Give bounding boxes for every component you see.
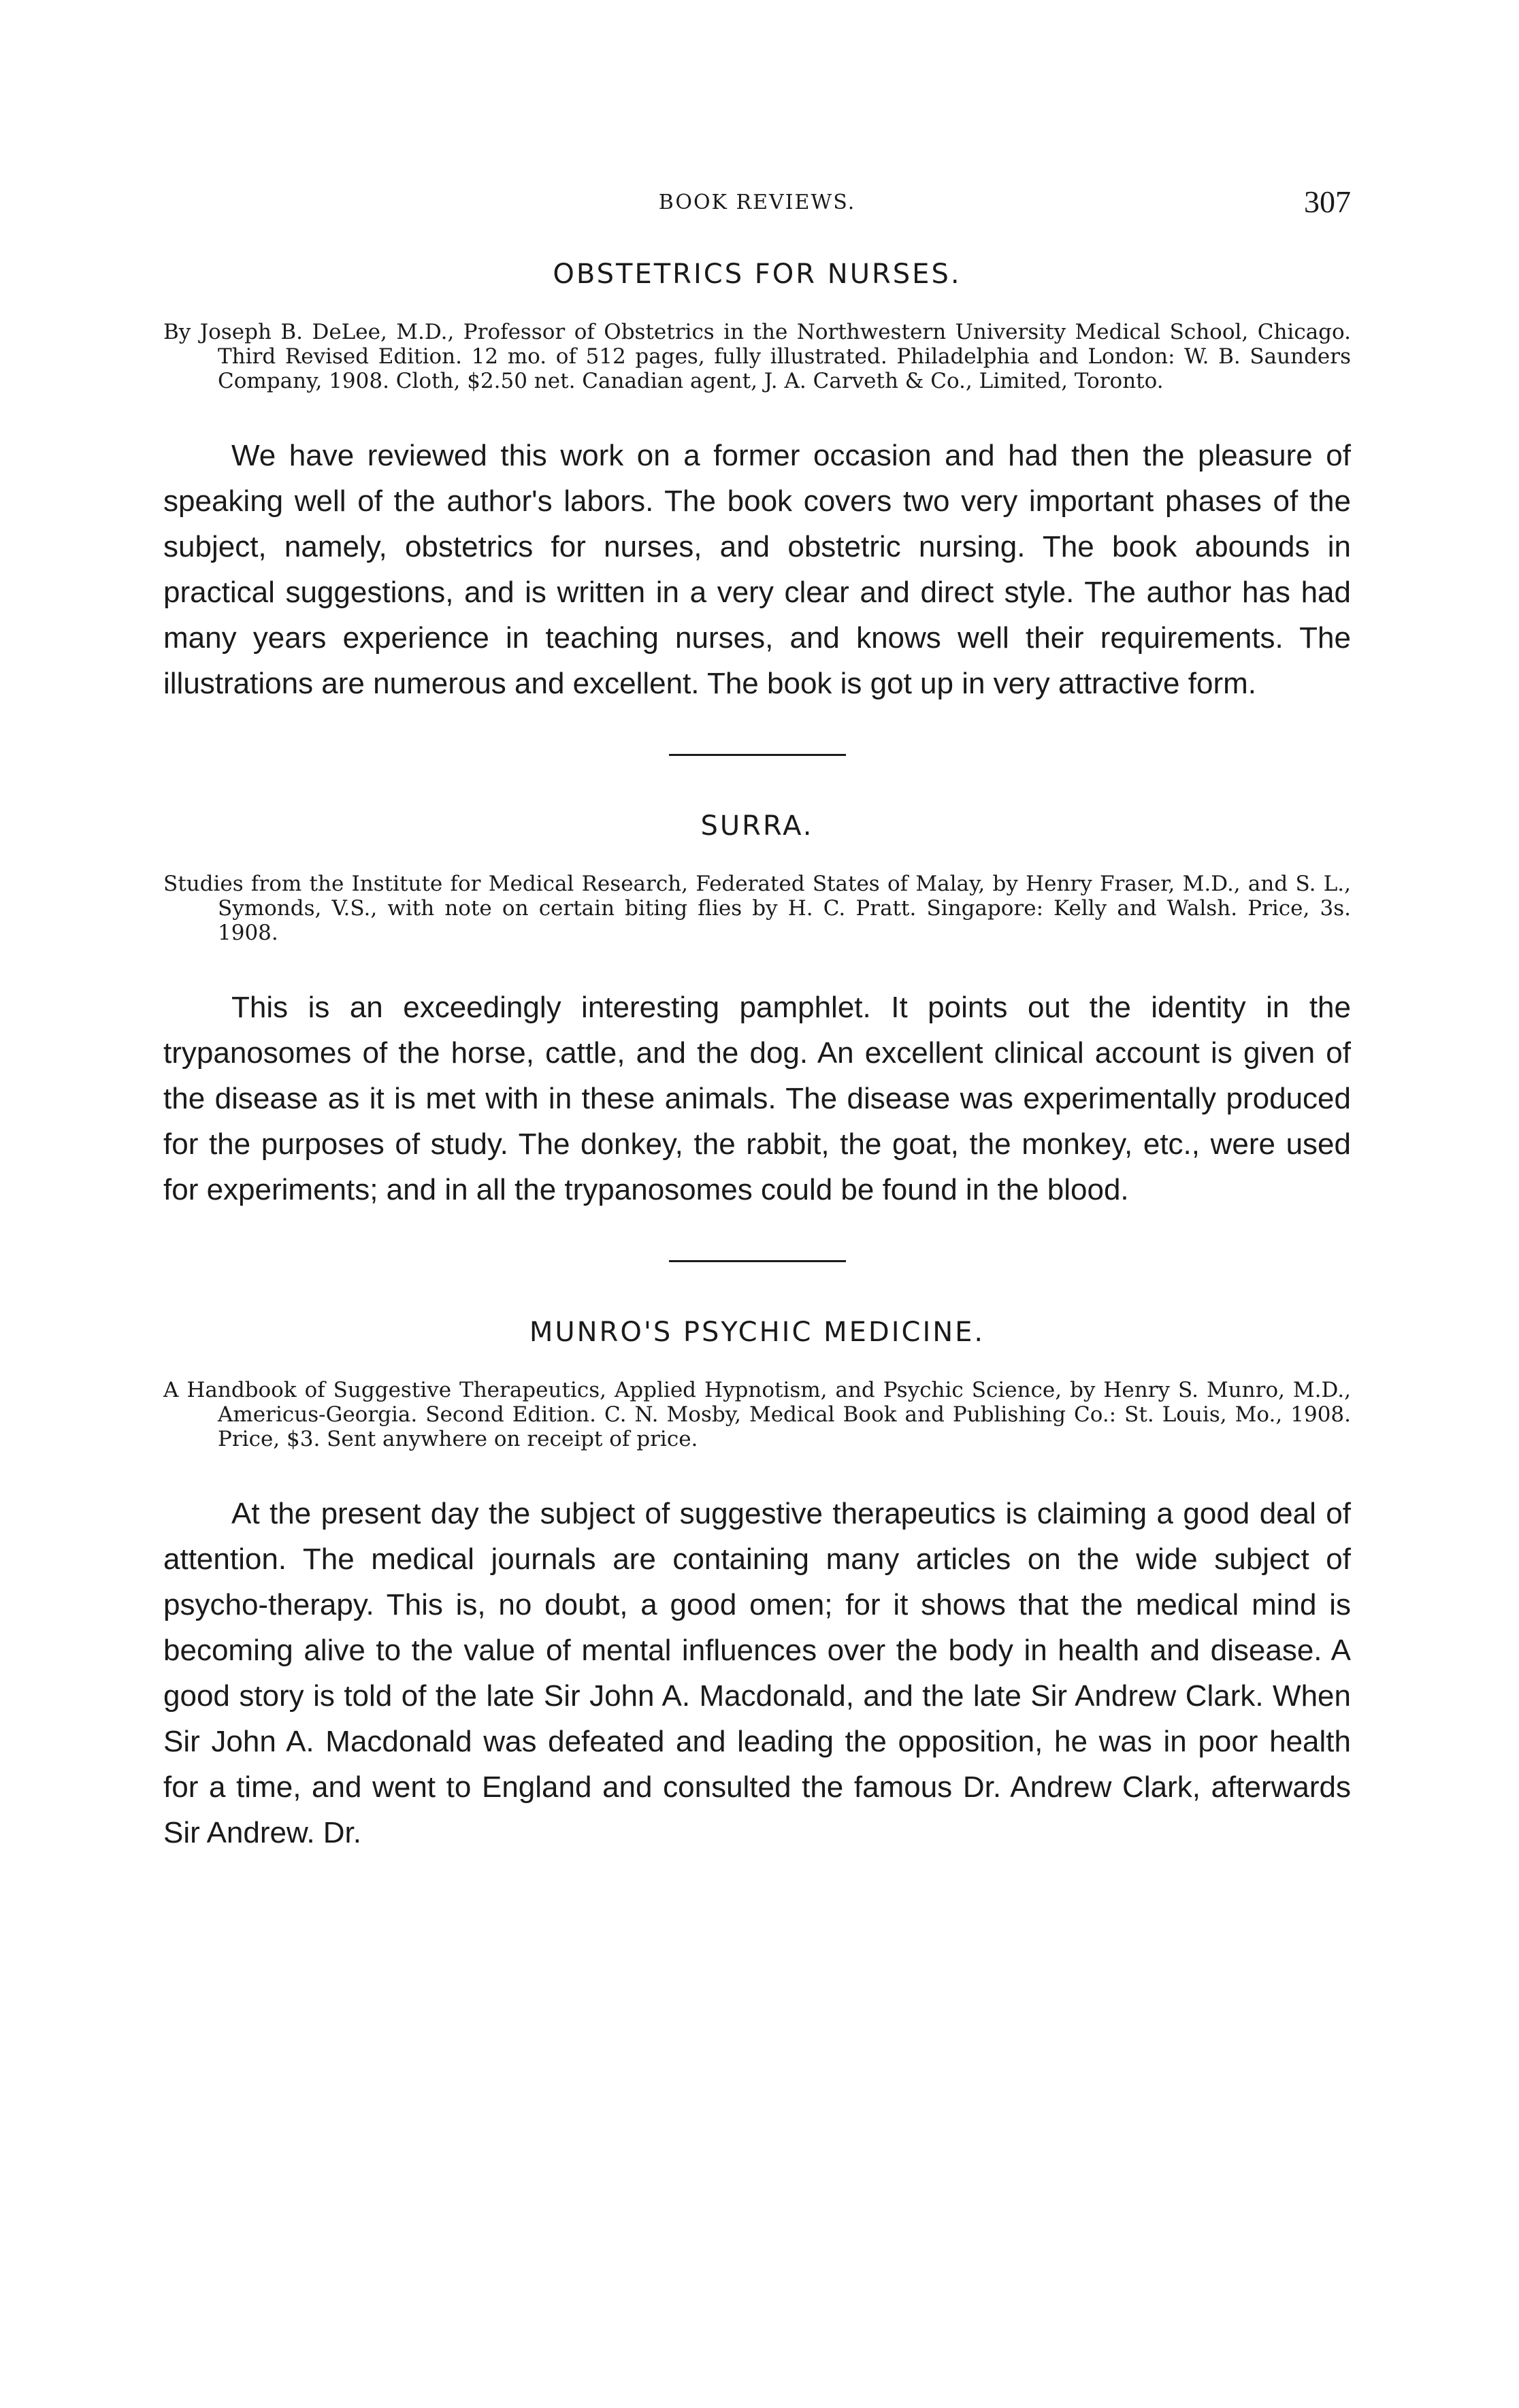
review-body: We have reviewed this work on a former occasion and had then the pleasure of speaking well of the author's labors. The book covers two very important phases of the subject, namely, obstetrics for nurses, and obstetric nursing. The book abounds in practical suggestions, and is written in a very clear and direct style. The author has had many years experience in teaching nurses, and knows well their requirements. The illustrations are numerous and excellent. The book is got up in very attractive form.	[163, 439, 1351, 700]
review-citation: By Joseph B. DeLee, M.D., Professor of Obstetrics in the Northwestern University Medical School, Chicago. Third Revised Edition. 12 mo. of 512 pages, fully illustrated. Philadelphia and London: W. B. Saunders Company, 1908. Cloth, $2.50 net. Canadian agent, J. A. Carveth & Co., Limited, Toronto.	[163, 320, 1351, 393]
review-title: SURRA.	[700, 810, 814, 842]
running-header	[163, 184, 1351, 231]
review-surra	[163, 810, 1351, 1213]
review-citation: Studies from the Institute for Medical Research, Federated States of Malay, by Henry Fraser, M.D., and S. L., Symonds, V.S., with note on certain biting flies by H. C. Pratt. Singapore: Kelly and Walsh. Price, 3s. 1908.	[163, 872, 1351, 945]
review-title: OBSTETRICS FOR NURSES.	[553, 259, 962, 290]
review-obstetrics-for-nurses	[163, 259, 1351, 706]
review-body: At the present day the subject of suggestive therapeutics is claiming a good deal of attention. The medical journals are containing many articles on the wide subject of psycho-therapy. This is, no doubt, a good omen; for it shows that the medical mind is becoming alive to the value of mental influences over the body in health and disease. A good story is told of the late Sir John A. Macdonald, and the late Sir Andrew Clark. When Sir John A. Macdonald was defeated and leading the opposition, he was in poor health for a time, and went to England and consulted the famous Dr. Andrew Clark, afterwards Sir Andrew. Dr.	[163, 1497, 1351, 1849]
running-title: BOOK REVIEWS.	[658, 191, 856, 214]
section-divider	[669, 754, 846, 756]
review-body: This is an exceedingly interesting pamphlet. It points out the identity in the trypanosomes of the horse, cattle, and the dog. An excellent clinical account is given of the disease as it is met with in these animals. The disease was experimentally produced for the purposes of study. The donkey, the rabbit, the goat, the monkey, etc., were used for experiments; and in all the trypanosomes could be found in the blood.	[163, 991, 1351, 1206]
page-number: 307	[1304, 184, 1351, 219]
page	[163, 184, 1351, 1856]
review-citation: A Handbook of Suggestive Therapeutics, Applied Hypnotism, and Psychic Science, by Henry S. Munro, M.D., Americus-Georgia. Second Edition. C. N. Mosby, Medical Book and Publishing Co.: St. Louis, Mo., 1908. Price, $3. Sent anywhere on receipt of price.	[163, 1378, 1351, 1451]
review-munros-psychic-medicine	[163, 1317, 1351, 1856]
review-title: MUNRO'S PSYCHIC MEDICINE.	[529, 1317, 985, 1348]
section-divider	[669, 1260, 846, 1262]
